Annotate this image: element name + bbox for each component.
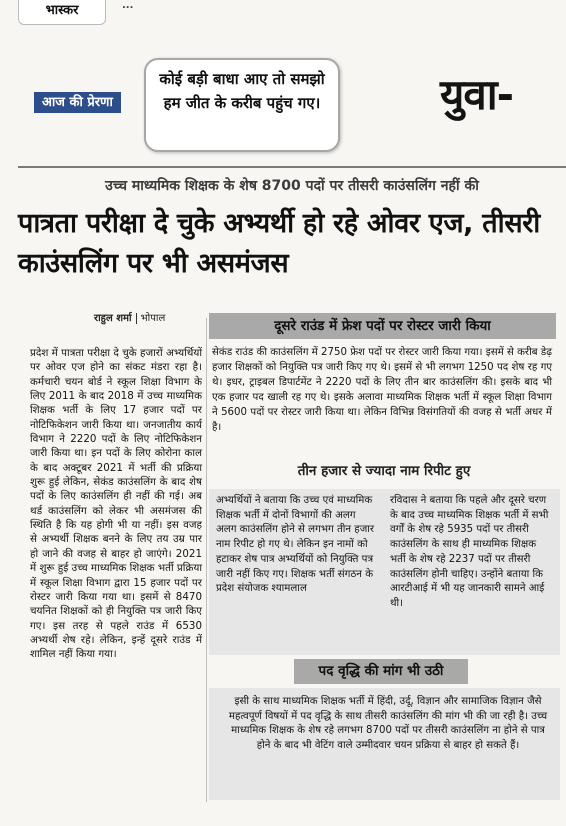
- byline-separator: [136, 313, 137, 324]
- article-headline: पात्रता परीक्षा दे चुके अभ्यर्थी हो रहे ओवर एज, तीसरी काउंसलिंग पर भी असमंजस: [18, 208, 541, 279]
- section3-text: इसी के साथ माध्यमिक शिक्षक भर्ती में हिंदी, उर्दू, विज्ञान और सामाजिक विज्ञान जैसे महत्वपूर्ण विषयों में पद वृद्धि के साथ तीसरी काउंसलिंग की मांग भी की जा रही है। उच्च माध्यमिक शिक्षक के शेष रहे लगभग 8700 पदों पर तीसरी काउंसलिंग ना होने से पात्र होने के बाद भी वेटिंग वाले उम्मीदवार चयन प्रक्रिया से बाहर हो सकते हैं।: [228, 696, 548, 751]
- section1-heading: दूसरे राउंड में फ्रेश पदों पर रोस्टर जारी किया: [209, 313, 556, 339]
- brand-title: युवा-: [440, 70, 514, 119]
- column-divider: [206, 318, 207, 802]
- motto-tag: आज की प्रेरणा: [34, 92, 121, 113]
- masthead-rule: [18, 166, 566, 168]
- quote-box: [144, 58, 340, 152]
- byline-place: भोपाल: [140, 313, 166, 324]
- quote-text: कोई बड़ी बाधा आए तो समझो हम जीत के करीब पहुंच गए।: [159, 70, 325, 112]
- byline-name: राहुल शर्मा: [94, 313, 132, 324]
- masthead-strip: ...: [122, 0, 134, 11]
- section2-column-a: अभ्यर्थियों ने बताया कि उच्च एवं माध्यमिक शिक्षक भर्ती में दोनों विभागों की अलग अलग काउंसलिंग होने से लगभग तीन हजार नाम रिपीट हो गए थे। लेकिन इन नामों को हटाकर शेष पात्र अभ्यर्थियों को नियुक्ति पत्र जारी नहीं किए गए। शिक्षक भर्ती संगठन के प्रदेश संयोजक श्यामलाल: [216, 495, 375, 595]
- section3-heading: पद वृद्धि की मांग भी उठी: [294, 659, 468, 684]
- byline: [94, 310, 165, 324]
- left-column-text: प्रदेश में पात्रता परीक्षा दे चुके हजारों अभ्यर्थियों पर ओवर एज होने का संकट मंडरा रहा है। कर्मचारी चयन बोर्ड ने स्कूल शिक्षा विभाग के लिए 2011 के बाद 2018 में उच्च माध्यमिक शिक्षक भर्ती के लिए 17 हजार पदों पर नोटिफिकेशन जारी किया था। जनजातीय कार्य विभाग ने 2220 पदों के लिए नोटिफिकेशन जारी किया था। इन पदों के लिए कोरोना काल के बाद अक्टूबर 2021 में भर्ती की प्रक्रिया शुरू हुई लेकिन, सेकंड काउंसलिंग के बाद शेष पदों के लिए काउंसलिंग ही नहीं की गई। अब थर्ड काउंसलिंग को लेकर भी असमंजस की स्थिति है कि यह होगी भी या नहीं। इस वजह से अभ्यर्थी शिक्षक बनने के लिए तय उम्र पार हो जाने की वजह से बाहर हो जाएंगे। 2021 में शुरू हुई उच्च माध्यमिक शिक्षक भर्ती प्रक्रिया में स्कूल शिक्षा विभाग द्वारा 15 हजार पदों पर रोस्टर जारी किया गया था। इसमें से 8470 चयनित शिक्षकों को ही नियुक्ति पत्र जारी किए गए। इस तरह से पहले राउंड में 6530 अभ्यर्थी शेष रहे। लेकिन, इन्हें दूसरे राउंड में शामिल नहीं किया गया।: [30, 347, 202, 661]
- article-kicker: उच्च माध्यमिक शिक्षक के शेष 8700 पदों पर तीसरी काउंसलिंग नहीं की: [105, 178, 479, 194]
- newspaper-logo: भास्कर: [18, 0, 106, 25]
- section2-column-b: रविदास ने बताया कि पहले और दूसरे चरण के बाद उच्च माध्यमिक शिक्षक भर्ती में सभी वर्गों के शेष रहे 5935 पदों पर तीसरी काउंसलिंग के साथ ही माध्यमिक शिक्षक भर्ती के शेष रहे 2237 पदों पर तीसरी काउंसलिंग होनी चाहिए। उन्होंने बताया कि आरटीआई में भी यह जानकारी सामने आई थी।: [390, 495, 549, 609]
- section1-text: सेकंड राउंड की काउंसलिंग में 2750 फ्रेश पदों पर रोस्टर जारी किया गया। इसमें से करीब डेढ़ हजार शिक्षकों को नियुक्ति पत्र जारी किए गए थे। इसमें से भी लगभग 1250 पद शेष रह गए थे। इधर, ट्राइबल डिपार्टमेंट ने 2220 पदों के लिए तीन बार काउंसलिंग की। इसके बाद भी एक हजार पद खाली रह गए थे। इसके अलावा माध्यमिक शिक्षक भर्ती में स्कूल शिक्षा विभाग ने 5600 पदों पर रोस्टर जारी किया था। लेकिन विभिन्न विसंगतियों की वजह से भर्ती अधर में है।: [212, 347, 552, 433]
- section2-heading: तीन हजार से ज्यादा नाम रिपीट हुए: [297, 463, 471, 479]
